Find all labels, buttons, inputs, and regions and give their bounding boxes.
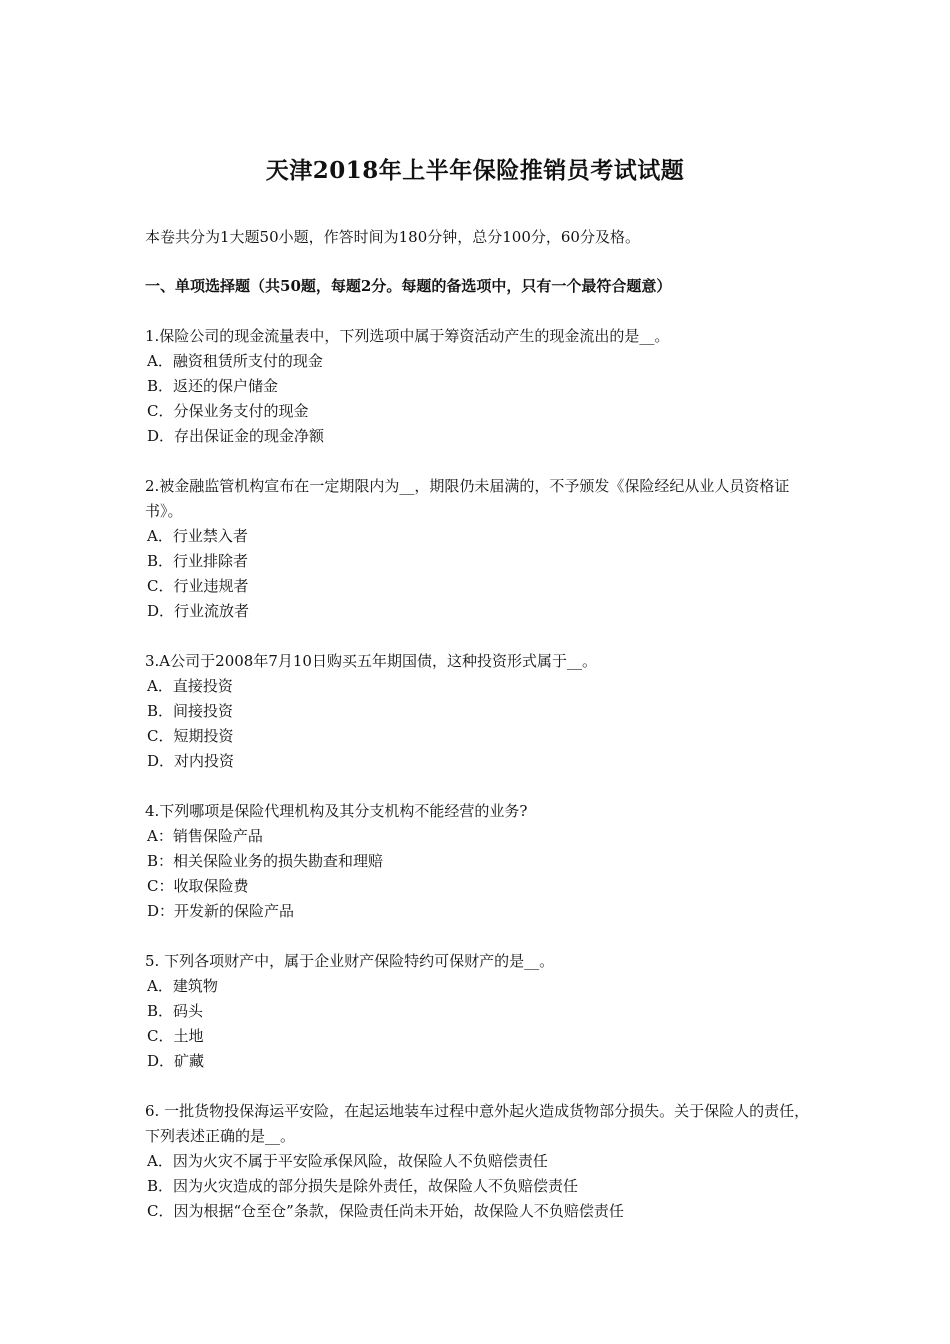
option-d: D．行业流放者: [147, 602, 250, 620]
exam-instructions: 本卷共分为1大题50小题，作答时间为180分钟，总分100分，60分及格。: [145, 228, 640, 246]
option-a: A．因为火灾不属于平安险承保风险，故保险人不负赔偿责任: [147, 1152, 548, 1170]
option-a: A．行业禁入者: [147, 527, 248, 545]
option-b: B．返还的保户储金: [147, 377, 279, 395]
option-a: A．融资租赁所支付的现金: [147, 352, 323, 370]
option-c: C．土地: [147, 1027, 204, 1045]
question-stem: 6. 一批货物投保海运平安险，在起运地装车过程中意外起火造成货物部分损失。关于保险人的责任，下列表述正确的是__。: [145, 1102, 810, 1145]
question-4: [145, 799, 815, 924]
question-1: [145, 324, 815, 449]
option-a: A：销售保险产品: [147, 827, 263, 845]
question-5: [145, 949, 815, 1074]
option-d: D．矿藏: [147, 1052, 205, 1070]
question-6: [145, 1099, 815, 1224]
option-b: B：相关保险业务的损失勘查和理赔: [147, 852, 384, 870]
option-d: D．存出保证金的现金净额: [147, 427, 325, 445]
question-stem: 5. 下列各项财产中，属于企业财产保险特约可保财产的是__。: [145, 952, 555, 970]
question-stem: 2.被金融监管机构宣布在一定期限内为__，期限仍未届满的，不予颁发《保险经纪从业人员资格证书》。: [145, 477, 790, 520]
question-2: [145, 474, 815, 624]
question-stem: 4.下列哪项是保险代理机构及其分支机构不能经营的业务?: [145, 802, 528, 820]
option-d: D：开发新的保险产品: [147, 902, 295, 920]
option-b: B．因为火灾造成的部分损失是除外责任，故保险人不负赔偿责任: [147, 1177, 579, 1195]
option-c: C．分保业务支付的现金: [147, 402, 309, 420]
question-stem: 3.A公司于2008年7月10日购买五年期国债，这种投资形式属于__。: [145, 652, 597, 670]
option-a: A．直接投资: [147, 677, 233, 695]
option-c: C．行业违规者: [147, 577, 249, 595]
section-heading: 一、单项选择题（共50题，每题2分。每题的备选项中，只有一个最符合题意）: [145, 277, 672, 295]
option-b: B．间接投资: [147, 702, 234, 720]
option-b: B．码头: [147, 1002, 204, 1020]
option-c: C．因为根据“仓至仓”条款，保险责任尚未开始，故保险人不负赔偿责任: [147, 1202, 624, 1220]
option-c: C．短期投资: [147, 727, 234, 745]
question-3: [145, 649, 815, 774]
option-b: B．行业排除者: [147, 552, 249, 570]
option-d: D．对内投资: [147, 752, 235, 770]
question-list: [145, 324, 815, 1249]
option-c: C：收取保险费: [147, 877, 249, 895]
question-stem: 1.保险公司的现金流量表中，下列选项中属于筹资活动产生的现金流出的是__。: [145, 327, 670, 345]
option-a: A．建筑物: [147, 977, 218, 995]
document-title: 天津2018年上半年保险推销员考试试题: [265, 157, 685, 184]
